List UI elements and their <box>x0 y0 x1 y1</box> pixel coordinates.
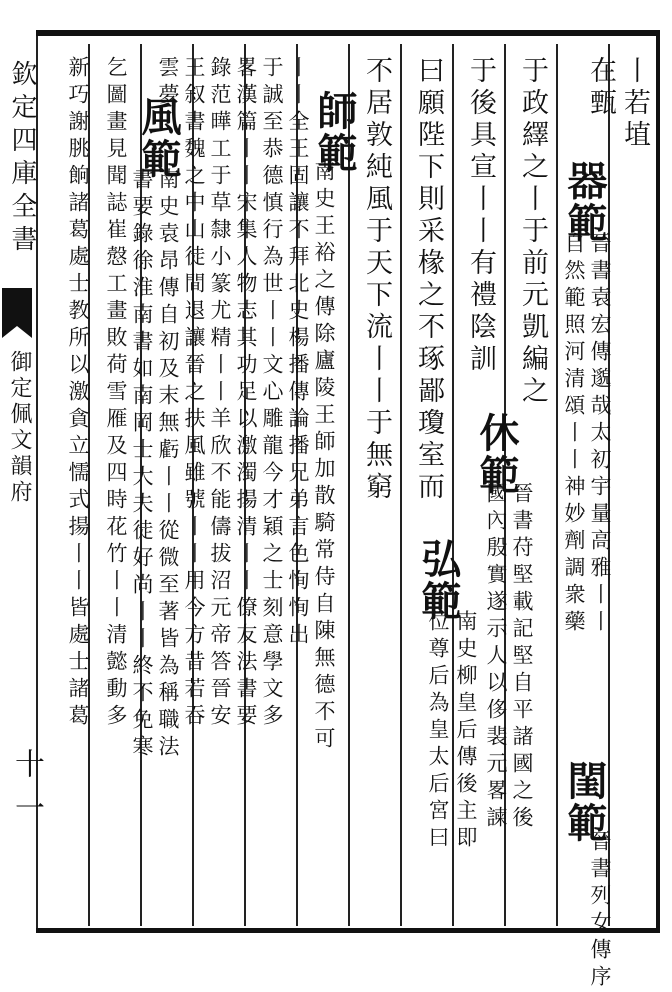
column-text: 雲夢 <box>156 56 180 110</box>
column-text: 南史王裕之傳除廬陵王師加散騎常侍自陳無德不可 <box>312 160 336 754</box>
text-column <box>60 56 96 731</box>
column-text: 不居敦純風于天下流丨丨于無窮 <box>361 56 392 504</box>
text-column <box>358 56 394 504</box>
text-column <box>582 56 618 120</box>
column-text: 南史柳皇后傳後主即 <box>454 610 478 853</box>
book-title: 欽定四庫全書 <box>7 60 37 258</box>
entry-heading: 閨範 <box>561 760 608 844</box>
column-text: 于誠至恭德慎行為世丨丨文心雕龍今才穎之士刻意學文多 <box>260 56 284 731</box>
column-text: 丨丨全王固讓不拜北史楊播傳論播兄弟言色恂恂出 <box>286 56 310 650</box>
column-text: 國內殷實遂示人以侈裴元畧諫 <box>484 482 508 833</box>
fishtail-mark <box>2 288 32 338</box>
text-column <box>616 56 652 152</box>
text-column <box>556 232 592 637</box>
text-column <box>420 610 456 853</box>
right-frame-rule <box>656 30 660 933</box>
page-number: 十一 <box>9 748 44 836</box>
column-rule <box>348 44 350 926</box>
text-column <box>462 56 498 376</box>
column-text: 于政繹之丨于前元凱編之 <box>517 56 548 408</box>
volume-title: 御定佩文韻府 <box>7 350 32 506</box>
column-text: 乞圖畫見聞誌崔慤工畫敗荷雪雁及四時花竹丨丨清懿動多 <box>104 56 128 731</box>
entry-heading: 休範 <box>473 412 520 496</box>
top-frame-rule <box>36 30 660 36</box>
column-text: 晉書苻堅載記堅自平諸國之後 <box>510 482 534 833</box>
column-text: 晉書袁宏傳邈哉太初宇量高雅丨丨 <box>588 232 612 637</box>
column-text: 自然範照河清頌丨丨神妙劑調衆藥 <box>562 232 586 637</box>
column-text: 曰願陛下則采椽之不琢鄙瓊室而 <box>413 56 444 504</box>
column-rule <box>400 44 402 926</box>
column-text: 晉書列女傳序 <box>588 830 612 992</box>
text-column <box>514 56 550 408</box>
entry-heading: 師範 <box>311 90 358 174</box>
text-column <box>98 56 134 731</box>
column-text: 王叙書魏之中山徒間退讓晉之扶風雖號丨丨用今方昔若吞 <box>182 56 206 731</box>
column-text: 畧漢篇丨丨宋集人物志其功足以激濁揚清丨丨僚友法書要 <box>234 56 258 731</box>
entry-heading: 器範 <box>561 160 608 244</box>
column-text: 位尊后為皇太后宮曰 <box>426 610 450 853</box>
entry-heading: 弘範 <box>415 538 462 622</box>
text-column <box>410 56 446 504</box>
column-text: 在甄 <box>585 56 616 120</box>
column-text: 丨若埴 <box>619 56 650 152</box>
column-text: 新巧謝朓餉諸葛處士教所以激貪立懦式揚丨丨皆處士諸葛 <box>66 56 90 731</box>
column-text: 錄范曄工于草隸小篆尤精丨丨羊欣不能儔拔沼元帝答晉安 <box>208 56 232 731</box>
text-column <box>582 830 618 992</box>
column-text: 于後具宣丨丨有禮陰訓 <box>465 56 496 376</box>
bottom-frame-rule <box>36 928 660 933</box>
column-text: 書要錄徐淮南書如南岡士大夫徒好尚丨丨終不免寒 <box>130 168 154 762</box>
entry-heading: 風範 <box>135 96 182 180</box>
column-text: 南史袁昂傳自初及末無虧丨丨從微至著皆為稱職法 <box>156 168 180 762</box>
